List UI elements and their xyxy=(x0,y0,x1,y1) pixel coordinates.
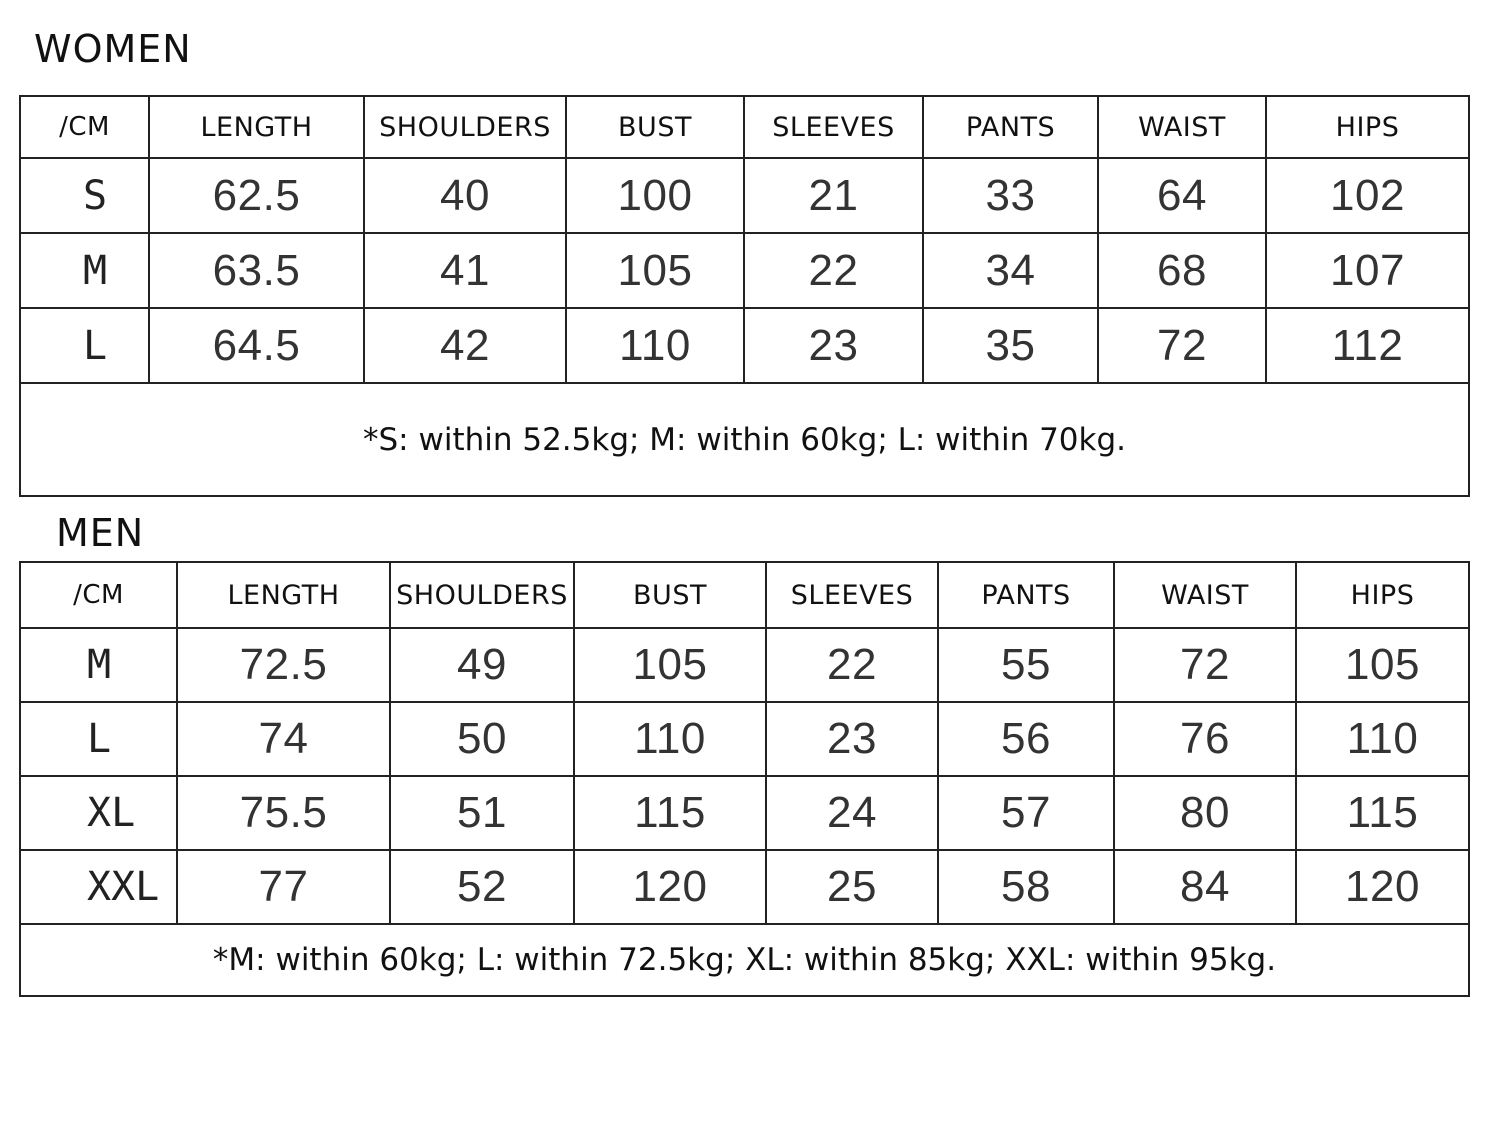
shoulders-value: 52 xyxy=(390,850,574,924)
pants-value: 56 xyxy=(938,702,1114,776)
sleeves-value: 24 xyxy=(766,776,938,850)
length-value: 75.5 xyxy=(177,776,390,850)
waist-value: 80 xyxy=(1114,776,1296,850)
hips-value: 107 xyxy=(1266,233,1469,308)
column-header-length: LENGTH xyxy=(149,96,364,158)
sleeves-value: 21 xyxy=(744,158,923,233)
bust-value: 105 xyxy=(574,628,766,702)
column-header-pants: PANTS xyxy=(923,96,1098,158)
weight-note-row xyxy=(20,924,1469,996)
shoulders-value: 50 xyxy=(390,702,574,776)
size-label: L xyxy=(20,702,177,776)
column-header-bust: BUST xyxy=(574,562,766,628)
header-row xyxy=(20,96,1469,158)
bust-value: 110 xyxy=(566,308,744,383)
shoulders-value: 41 xyxy=(364,233,566,308)
table-row xyxy=(20,233,1469,308)
sleeves-value: 25 xyxy=(766,850,938,924)
shoulders-value: 40 xyxy=(364,158,566,233)
column-header-sleeves: SLEEVES xyxy=(766,562,938,628)
waist-value: 68 xyxy=(1098,233,1266,308)
column-header-pants: PANTS xyxy=(938,562,1114,628)
hips-value: 105 xyxy=(1296,628,1469,702)
men-section-title: MEN xyxy=(56,511,145,555)
women-size-table xyxy=(19,95,1470,497)
pants-value: 34 xyxy=(923,233,1098,308)
table-row xyxy=(20,850,1469,924)
length-value: 63.5 xyxy=(149,233,364,308)
length-value: 72.5 xyxy=(177,628,390,702)
size-label: XL xyxy=(20,776,177,850)
hips-value: 115 xyxy=(1296,776,1469,850)
bust-value: 115 xyxy=(574,776,766,850)
waist-value: 84 xyxy=(1114,850,1296,924)
table-row xyxy=(20,628,1469,702)
weight-note: *M: within 60kg; L: within 72.5kg; XL: within 85kg; XXL: within 95kg. xyxy=(20,924,1469,996)
table-row xyxy=(20,308,1469,383)
pants-value: 33 xyxy=(923,158,1098,233)
bust-value: 100 xyxy=(566,158,744,233)
column-header-hips: HIPS xyxy=(1266,96,1469,158)
waist-value: 72 xyxy=(1098,308,1266,383)
size-label: M xyxy=(20,628,177,702)
unit-label: /CM xyxy=(20,562,177,628)
hips-value: 120 xyxy=(1296,850,1469,924)
column-header-waist: WAIST xyxy=(1114,562,1296,628)
men-size-table xyxy=(19,561,1470,997)
size-label: M xyxy=(20,233,149,308)
hips-value: 102 xyxy=(1266,158,1469,233)
size-label: XXL xyxy=(20,850,177,924)
column-header-shoulders: SHOULDERS xyxy=(390,562,574,628)
waist-value: 76 xyxy=(1114,702,1296,776)
column-header-shoulders: SHOULDERS xyxy=(364,96,566,158)
pants-value: 35 xyxy=(923,308,1098,383)
column-header-length: LENGTH xyxy=(177,562,390,628)
weight-note: *S: within 52.5kg; M: within 60kg; L: within 70kg. xyxy=(20,383,1469,496)
hips-value: 110 xyxy=(1296,702,1469,776)
pants-value: 58 xyxy=(938,850,1114,924)
sleeves-value: 23 xyxy=(766,702,938,776)
shoulders-value: 51 xyxy=(390,776,574,850)
hips-value: 112 xyxy=(1266,308,1469,383)
size-label: S xyxy=(20,158,149,233)
header-row xyxy=(20,562,1469,628)
unit-label: /CM xyxy=(20,96,149,158)
length-value: 74 xyxy=(177,702,390,776)
waist-value: 72 xyxy=(1114,628,1296,702)
shoulders-value: 49 xyxy=(390,628,574,702)
table-row xyxy=(20,158,1469,233)
length-value: 64.5 xyxy=(149,308,364,383)
bust-value: 110 xyxy=(574,702,766,776)
bust-value: 105 xyxy=(566,233,744,308)
column-header-sleeves: SLEEVES xyxy=(744,96,923,158)
sleeves-value: 23 xyxy=(744,308,923,383)
length-value: 77 xyxy=(177,850,390,924)
pants-value: 55 xyxy=(938,628,1114,702)
shoulders-value: 42 xyxy=(364,308,566,383)
size-label: L xyxy=(20,308,149,383)
sleeves-value: 22 xyxy=(766,628,938,702)
pants-value: 57 xyxy=(938,776,1114,850)
waist-value: 64 xyxy=(1098,158,1266,233)
column-header-bust: BUST xyxy=(566,96,744,158)
table-row xyxy=(20,702,1469,776)
bust-value: 120 xyxy=(574,850,766,924)
table-row xyxy=(20,776,1469,850)
women-section-title: WOMEN xyxy=(34,27,192,71)
column-header-hips: HIPS xyxy=(1296,562,1469,628)
sleeves-value: 22 xyxy=(744,233,923,308)
column-header-waist: WAIST xyxy=(1098,96,1266,158)
length-value: 62.5 xyxy=(149,158,364,233)
weight-note-row xyxy=(20,383,1469,496)
